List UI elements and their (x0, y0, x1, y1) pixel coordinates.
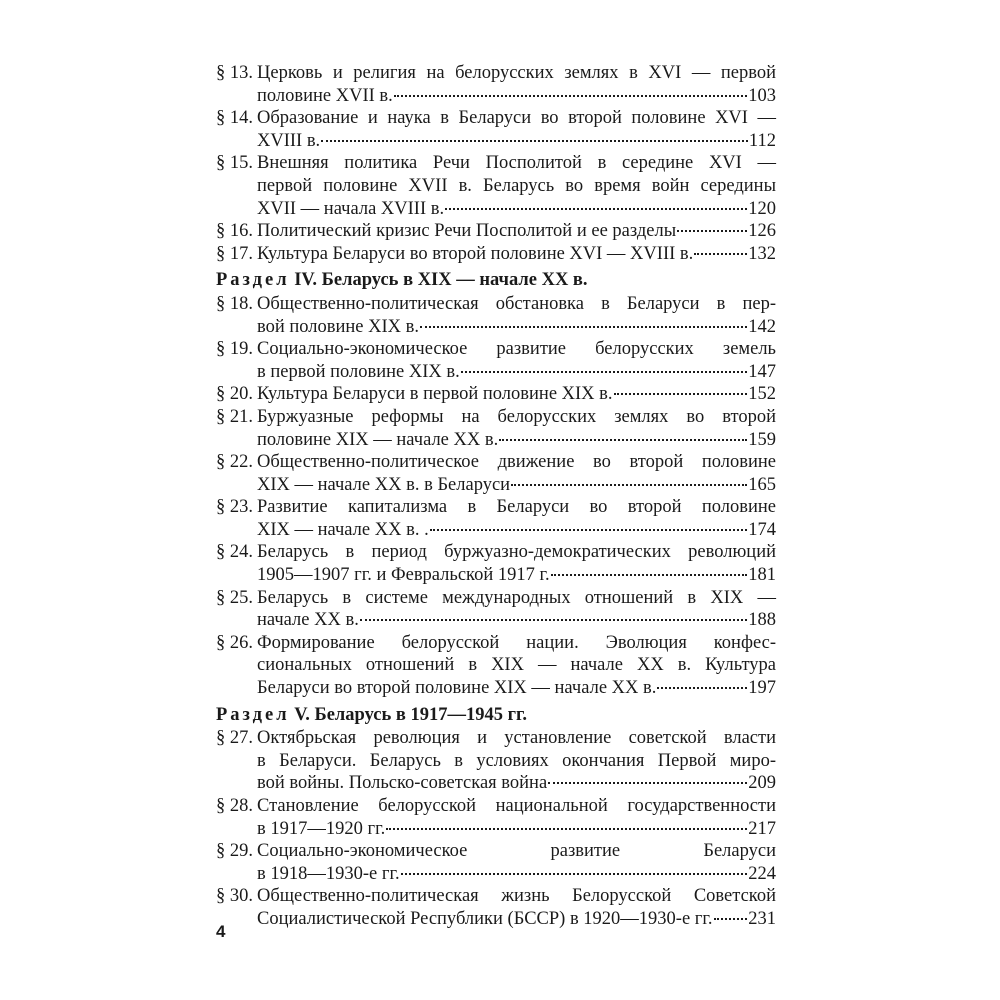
entry-title-line: сиональных отношений в XIX — начале XX в. Культура (257, 655, 776, 676)
toc-entry[interactable] (216, 152, 776, 220)
dot-leader (657, 686, 747, 689)
entry-title-line: в первой половине XIX в. (257, 361, 460, 382)
entry-title-line: XVII — начала XVIII в. (257, 198, 445, 219)
entry-title-line: Развитие капитализма в Беларуси во второй половине (257, 497, 776, 518)
paragraph-number: § 26. (216, 632, 253, 653)
toc-entry[interactable] (216, 338, 776, 383)
page-ref: 103 (748, 85, 776, 106)
dot-leader (694, 252, 747, 255)
page-ref: 209 (748, 773, 776, 794)
entry-title-line: первой половине XVII в. Беларусь во время войн середины (257, 175, 776, 196)
dot-leader (401, 872, 748, 875)
entry-title-line: Общественно-политическая обстановка в Беларуси в пер- (257, 293, 776, 314)
entry-title-line: Октябрьская революция и установление советской власти (257, 728, 776, 749)
toc-entry[interactable] (216, 451, 776, 496)
dot-leader (445, 207, 747, 210)
page-ref: 126 (748, 221, 776, 242)
entry-title-line: XVIII в. (257, 130, 321, 151)
table-of-contents (216, 62, 776, 931)
entry-title-line: XIX — начале XX в. в Беларуси (257, 474, 511, 495)
toc-entry[interactable] (216, 632, 776, 700)
paragraph-number: § 18. (216, 293, 253, 314)
entry-title-line: Беларусь в системе международных отношений в XIX — (257, 587, 776, 608)
section-title: V. Беларусь в 1917—1945 гг. (294, 704, 527, 725)
page-ref: 181 (748, 565, 776, 586)
dot-leader (677, 229, 747, 232)
paragraph-number: § 17. (216, 243, 253, 264)
toc-entry[interactable] (216, 795, 776, 840)
paragraph-number: § 19. (216, 339, 253, 360)
entry-title-line: вой войны. Польско-советская война (257, 773, 548, 794)
page-ref: 132 (748, 243, 776, 264)
toc-entry[interactable] (216, 243, 776, 266)
dot-leader (430, 528, 748, 531)
entry-title-line: Буржуазные реформы на белорусских землях во второй (257, 406, 776, 427)
paragraph-number: § 16. (216, 221, 253, 242)
page-ref: 120 (748, 198, 776, 219)
entry-title-line: в 1917—1920 гг. (257, 818, 386, 839)
toc-entry[interactable] (216, 62, 776, 107)
page-number: 4 (216, 922, 226, 941)
page-ref: 112 (748, 130, 776, 151)
page-ref: 165 (748, 474, 776, 495)
entry-title-line: Образование и наука в Беларуси во второй половине XVI — (257, 108, 776, 129)
toc-entry[interactable] (216, 220, 776, 243)
toc-entry[interactable] (216, 107, 776, 152)
entry-title-line: Культура Беларуси в первой половине XIX в. (257, 384, 613, 405)
toc-entry[interactable] (216, 496, 776, 541)
entry-title-line: Общественно-политическая жизнь Белорусской Советской (257, 886, 776, 907)
paragraph-number: § 13. (216, 63, 253, 83)
paragraph-number: § 25. (216, 587, 253, 608)
entry-title-line: начале XX в. (257, 610, 359, 631)
entry-title-line: половине XVII в. (257, 85, 393, 106)
page-ref: 188 (748, 610, 776, 631)
dot-leader (614, 392, 748, 395)
entry-title-line: Культура Беларуси во второй половине XVI — XVIII в. (257, 243, 694, 264)
toc-entry[interactable] (216, 727, 776, 795)
toc-entry[interactable] (216, 885, 776, 930)
entry-title-line: Церковь и религия на белорусских землях в XVI — первой (257, 63, 776, 83)
dot-leader (551, 573, 748, 576)
entry-title-line: Беларуси во второй половине XIX — начале XX в. (257, 678, 657, 699)
page-ref: 217 (748, 818, 776, 839)
dot-leader (321, 139, 748, 142)
entry-title-line: в 1918—1930-е гг. (257, 863, 400, 884)
paragraph-number: § 23. (216, 497, 253, 518)
entry-title-line: половине XIX — начале XX в. (257, 429, 499, 450)
entry-title-line: Общественно-политическое движение во второй половине (257, 452, 776, 473)
dot-leader (394, 94, 747, 97)
toc-entry[interactable] (216, 541, 776, 586)
entry-title-line: Формирование белорусской нации. Эволюция конфес- (257, 632, 776, 653)
dot-leader (461, 370, 748, 373)
toc-entry[interactable] (216, 383, 776, 406)
page-ref: 147 (748, 361, 776, 382)
paragraph-number: § 20. (216, 384, 253, 405)
paragraph-number: § 29. (216, 841, 253, 862)
paragraph-number: § 21. (216, 406, 253, 427)
paragraph-number: § 24. (216, 542, 253, 563)
page-ref: 142 (748, 316, 776, 337)
dot-leader (420, 325, 747, 328)
entry-title-line: Внешняя политика Речи Посполитой в середине XVI — (257, 153, 776, 174)
section-heading (216, 269, 776, 292)
toc-entry[interactable] (216, 293, 776, 338)
section-title: IV. Беларусь в XIX — начале XX в. (294, 270, 588, 291)
entry-title-line: 1905—1907 гг. и Февральской 1917 г. (257, 565, 550, 586)
entry-title-line: XIX — начале XX в. . (257, 519, 429, 540)
paragraph-number: § 28. (216, 796, 253, 816)
entry-title-line: Социально-экономическое развитие белорусских земель (257, 339, 776, 360)
page-ref: 174 (748, 519, 776, 540)
page-ref: 159 (748, 429, 776, 450)
dot-leader (360, 618, 747, 621)
page-ref: 231 (748, 908, 776, 929)
page-ref: 197 (748, 678, 776, 699)
entry-title-line: в Беларуси. Беларусь в условиях окончания Первой миро- (257, 750, 776, 771)
entry-title-line: Социалистической Республики (БССР) в 1920—1930-е гг. (257, 908, 713, 929)
paragraph-number: § 30. (216, 886, 253, 907)
paragraph-number: § 14. (216, 108, 253, 129)
section-heading (216, 704, 776, 727)
dot-leader (386, 827, 747, 830)
section-label: Раздел (216, 270, 290, 291)
page-ref: 152 (748, 384, 776, 405)
paragraph-number: § 15. (216, 153, 253, 174)
dot-leader (511, 483, 747, 486)
dot-leader (548, 781, 747, 784)
entry-title-line: Политический кризис Речи Посполитой и ее разделы (257, 221, 677, 242)
entry-title-line: Беларусь в период буржуазно-демократических революций (257, 542, 776, 563)
entry-title-line: вой половине XIX в. (257, 316, 420, 337)
paragraph-number: § 27. (216, 728, 253, 749)
entry-title-line: Социально-экономическое развитие Беларуси (257, 841, 776, 862)
dot-leader (714, 917, 748, 920)
section-label: Раздел (216, 704, 290, 725)
toc-entry[interactable] (216, 587, 776, 632)
paragraph-number: § 22. (216, 452, 253, 473)
page-ref: 224 (748, 863, 776, 884)
dot-leader (499, 438, 747, 441)
entry-title-line: Становление белорусской национальной государственности (257, 796, 776, 816)
toc-entry[interactable] (216, 840, 776, 885)
toc-entry[interactable] (216, 406, 776, 451)
